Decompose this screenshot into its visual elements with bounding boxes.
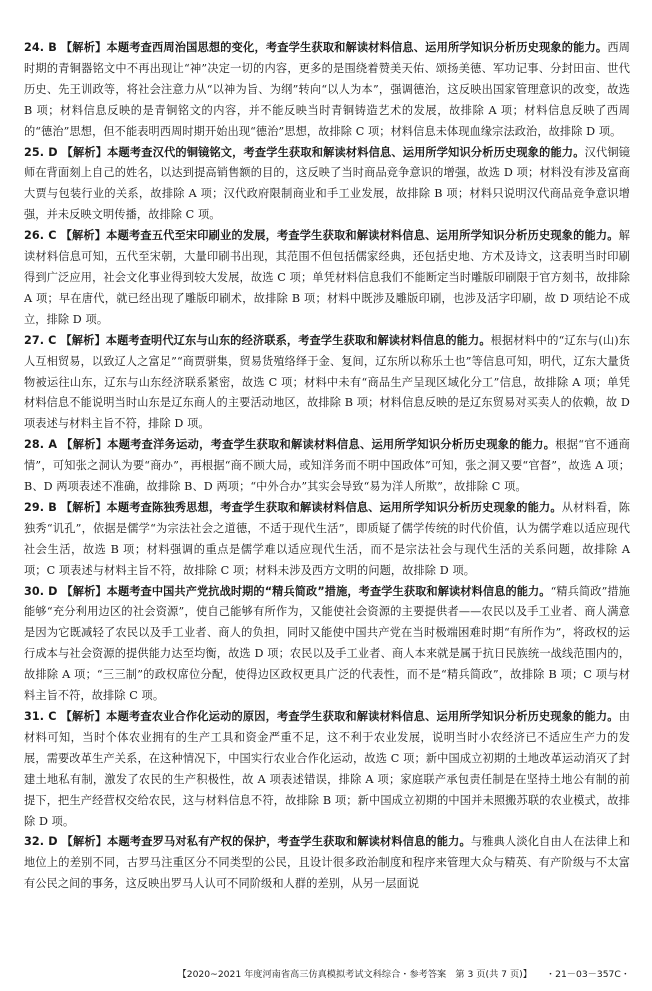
answer-item-28 <box>24 435 630 498</box>
item-heading: 26. C 【解析】本题考查五代至宋印刷业的发展，考查学生获取和解读材料信息、运用所学知识分析历史现象的能力。 <box>24 229 619 243</box>
answer-item-25 <box>24 143 630 227</box>
footer-code: ・21－03－357C・ <box>545 969 630 980</box>
item-body: 西周时期的青铜器铭文中不再出现让“神”决定一切的内容，更多的是围绕着赞美天佑、颂扬美德、军功记事、分封田亩、世代历史、先王训政等，将社会注意力从“以神为旨、为纲”转向“以人为本”，强调德治，这反映出国家管理意识的改变，故选 B 项；材料信息反映的是青铜铭文的内容，并不能反映当时青铜铸造艺术的发展，故排除 A 项；材料信息反映了西周的“德治”思想，但不能表明西周时期开始出现“德治”思想，故排除 C 项；材料信息未体现血缘宗法政治，故排除 D 项。 <box>24 41 630 138</box>
item-heading: 30. D 【解析】本题考查中国共产党抗战时期的“精兵简政”措施，考查学生获取和解读材料信息的能力。 <box>24 584 551 598</box>
footer-title: 【2020~2021 年度河南省高三仿真模拟考试文科综合・参考答案 第 3 页(共 7 页)】 <box>177 969 532 980</box>
answer-item-26 <box>24 226 630 331</box>
page-footer <box>0 966 630 980</box>
item-heading: 24. B 【解析】本题考查西周治国思想的变化，考查学生获取和解读材料信息、运用所学知识分析历史现象的能力。 <box>24 41 608 54</box>
item-body: 与雅典人淡化自由人在法律上和地位上的差别不同，古罗马注重区分不同类型的公民，且设计很多政治制度和程序来管理大众与精英、有产阶级与不太富有公民之间的事务，这反映出罗马人认可不同阶级和人群的差别，从另一层面说 <box>24 835 630 891</box>
item-body: “精兵简政”措施能够“充分利用边区的社会资源”，使自己能够有所作为，又能使社会资源的主要提供者——农民以及手工业者、商人满意是因为它既减轻了农民以及手工业者、商人的负担，同时又能使中国共产党在当时极端困难时期“有所作为”，将政权的运行成本与社会资源的提供能力达至均衡，故选 D 项；农民以及手工业者、商人本来就是属于抗日民族统一战线范围内的，故排除 A 项；“三三制”的政权席位分配，使得边区政权更具广泛的代表性，而不是“精兵简政”，故排除 B 项；C 项与材料主旨不符，故排除 C 项。 <box>24 584 630 703</box>
answer-item-30 <box>24 582 630 707</box>
item-heading: 31. C 【解析】本题考查农业合作化运动的原因，考查学生获取和解读材料信息、运用所学知识分析历史现象的能力。 <box>24 710 619 723</box>
item-heading: 32. D 【解析】本题考查罗马对私有产权的保护，考查学生获取和解读材料信息的能力。 <box>24 835 471 849</box>
item-body: 汉代铜镜师在背面刻上自己的姓名，以达到提高销售额的目的，这反映了当时商品竞争意识的增强，故选 D 项；材料没有涉及富商大贾与包装行业的关系，故排除 A 项；汉代政府限制商业和手工业发展，故排除 B 项；材料只说明汉代商品竞争意识增强，并未反映文明传播，故排除 C 项。 <box>24 145 630 222</box>
item-body: 解读材料信息可知，五代至宋朝，大量印刷书出现，其范围不但包括儒家经典，还包括史地、方术及诗文，这表明当时印刷得到广泛应用，社会文化事业得到较大发展，故选 C 项；单凭材料信息我们不能断定当时雕版印刷限于官方刻书，故排除 A 项；早在唐代，就已经出现了雕版印刷术，故排除 B 项；材料中既涉及雕版印刷，也涉及活字印刷，故 D 项结论不成立，排除 D 项。 <box>24 229 630 326</box>
item-body: 从材料看，陈独秀“讥孔”，依据是儒学“为宗法社会之道德，不适于现代生活”，即质疑了儒学传统的时代价值，认为儒学难以适应现代社会生活，故选 B 项；材料强调的重点是儒学难以适应现代生活，而不是宗法社会与现代生活的关系问题，故排除 A 项；C 项表述与材料主旨不符，故排除 C 项；材料未涉及西方文明的问题，故排除 D 项。 <box>24 500 631 577</box>
item-body: 由材料可知，当时个体农业拥有的生产工具和资金严重不足，这不利于农业发展，说明当时小农经济已不适应生产力的发展，需要改革生产关系，在这种情况下，中国实行农业合作化运动，故选 C 项；新中国成立初期的土地改革运动消灭了封建土地私有制，激发了农民的生产积极性，故 A 项表述错误，排除 A 项；家庭联产承包责任制是在坚持土地公有制的前提下，把生产经营权交给农民，这与材料信息不符，故排除 B 项；新中国成立初期的中国并未照搬苏联的农业模式，故排除 D 项。 <box>24 710 630 828</box>
answer-item-31 <box>24 707 630 832</box>
item-body: 根据材料中的“辽东与(山)东人互相贸易，以致辽人之富足”“商贾骈集，贸易货殖络绎于金、复间，辽东所以称乐土也”等信息可知，明代，辽东大量货物被运往山东，辽东与山东经济联系紧密，故选 C 项；材料中未有“商品生产呈现区域化分工”信息，故排除 A 项；单凭材料信息不能说明当时山东是辽东商人的主要活动地区，故排除 B 项；材料信息反映的是辽东贸易对买卖人的依赖，故 D 项表述与材料主旨不符，排除 D 项。 <box>24 333 630 431</box>
answer-item-24 <box>24 38 630 143</box>
item-heading: 27. C 【解析】本题考查明代辽东与山东的经济联系，考查学生获取和解读材料信息的能力。 <box>24 333 491 347</box>
item-heading: 25. D 【解析】本题考查汉代的铜镜铭文，考查学生获取和解读材料信息、运用所学知识分析历史现象的能力。 <box>24 145 585 159</box>
item-heading: 28. A 【解析】本题考查洋务运动，考查学生获取和解读材料信息、运用所学知识分析历史现象的能力。 <box>24 438 556 452</box>
item-body: 根据“官不通商情”，可知张之洞认为要“商办”，再根据“商不顾大局，或知洋务而不明中国政体”可知，张之洞又要“官督”，故选 A 项；B、D 两项表述不准确，故排除 B、D 两项；“中外合办”其实会导致“易为洋人所欺”，故排除 C 项。 <box>24 438 630 494</box>
item-heading: 29. B 【解析】本题考查陈独秀思想，考查学生获取和解读材料信息、运用所学知识分析历史现象的能力。 <box>24 500 562 514</box>
answer-item-29 <box>24 498 630 582</box>
answer-item-27 <box>24 331 630 436</box>
answer-item-32 <box>24 832 630 895</box>
